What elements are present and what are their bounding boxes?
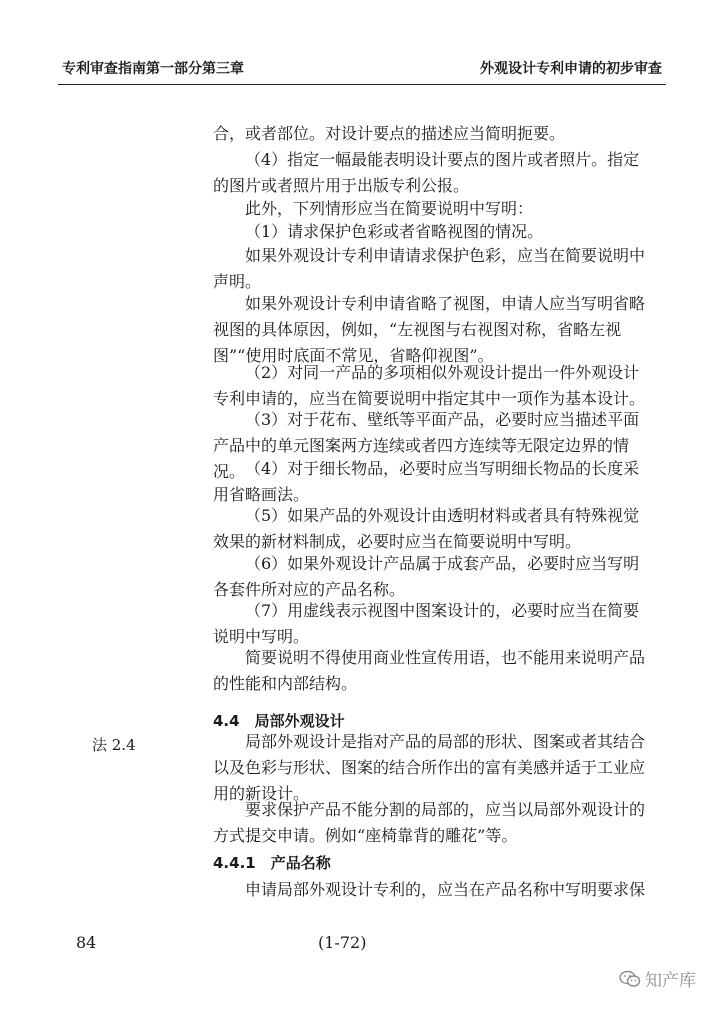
section-heading-4-4: 4.4 局部外观设计 bbox=[213, 712, 345, 730]
page-code: (1-72) bbox=[318, 933, 367, 952]
paragraph: （4）对于细长物品，必要时应当写明细长物品的长度采用省略画法。 bbox=[213, 459, 640, 504]
paragraph: 如果外观设计专利申请省略了视图，申请人应当写明省略视图的具体原因，例如，“左视图与右视图对称，省略左视图”“使用时底面不常见，省略仰视图”。 bbox=[213, 294, 646, 365]
paragraph: （5）如果产品的外观设计由透明材料或者具有特殊视觉效果的新材料制成，必要时应当在简要说明中写明。 bbox=[213, 506, 640, 551]
paragraph: 合，或者部位。对设计要点的描述应当简明扼要。 bbox=[213, 124, 566, 143]
paragraph: 简要说明不得使用商业性宣传用语，也不能用来说明产品的性能和内部结构。 bbox=[213, 648, 646, 693]
law-reference: 法 2.4 bbox=[92, 736, 136, 754]
paragraph: （4）指定一幅最能表明设计要点的图片或者照片。指定的图片或者照片用于出版专利公报。 bbox=[213, 150, 640, 195]
paragraph: 此外，下列情形应当在简要说明中写明： bbox=[245, 199, 534, 218]
watermark-text: 知产库 bbox=[645, 971, 696, 991]
paragraph: （6）如果外观设计产品属于成套产品，必要时应当写明各套件所对应的产品名称。 bbox=[213, 554, 640, 599]
paragraph: 如果外观设计专利申请请求保护色彩，应当在简要说明中声明。 bbox=[213, 246, 646, 291]
watermark bbox=[619, 966, 696, 991]
wechat-icon bbox=[619, 970, 641, 988]
paragraph: （3）对于花布、壁纸等平面产品，必要时应当描述平面产品中的单元图案两方连续或者四方连续等无限定边界的情况。 bbox=[213, 410, 640, 481]
paragraph: （1）请求保护色彩或者省略视图的情况。 bbox=[245, 222, 544, 241]
section-heading-4-4-1: 4.4.1 产品名称 bbox=[213, 854, 331, 872]
header-divider bbox=[58, 84, 666, 85]
paragraph: （7）用虚线表示视图中图案设计的，必要时应当在简要说明中写明。 bbox=[213, 601, 640, 646]
paragraph: 要求保护产品不能分割的局部的，应当以局部外观设计的方式提交申请。例如“座椅靠背的雕花”等。 bbox=[213, 800, 646, 845]
paragraph: （2）对同一产品的多项相似外观设计提出一件外观设计专利申请的，应当在简要说明中指定其中一项作为基本设计。 bbox=[213, 363, 646, 408]
header-section-title: 外观设计专利申请的初步审查 bbox=[480, 61, 662, 77]
page-header bbox=[62, 58, 662, 80]
paragraph: 局部外观设计是指对产品的局部的形状、图案或者其结合以及色彩与形状、图案的结合所作出的富有美感并适于工业应用的新设计。 bbox=[213, 732, 646, 803]
header-chapter-title: 专利审查指南第一部分第三章 bbox=[62, 61, 244, 77]
page-number: 84 bbox=[76, 933, 97, 952]
paragraph: 申请局部外观设计专利的，应当在产品名称中写明要求保 bbox=[245, 880, 646, 899]
